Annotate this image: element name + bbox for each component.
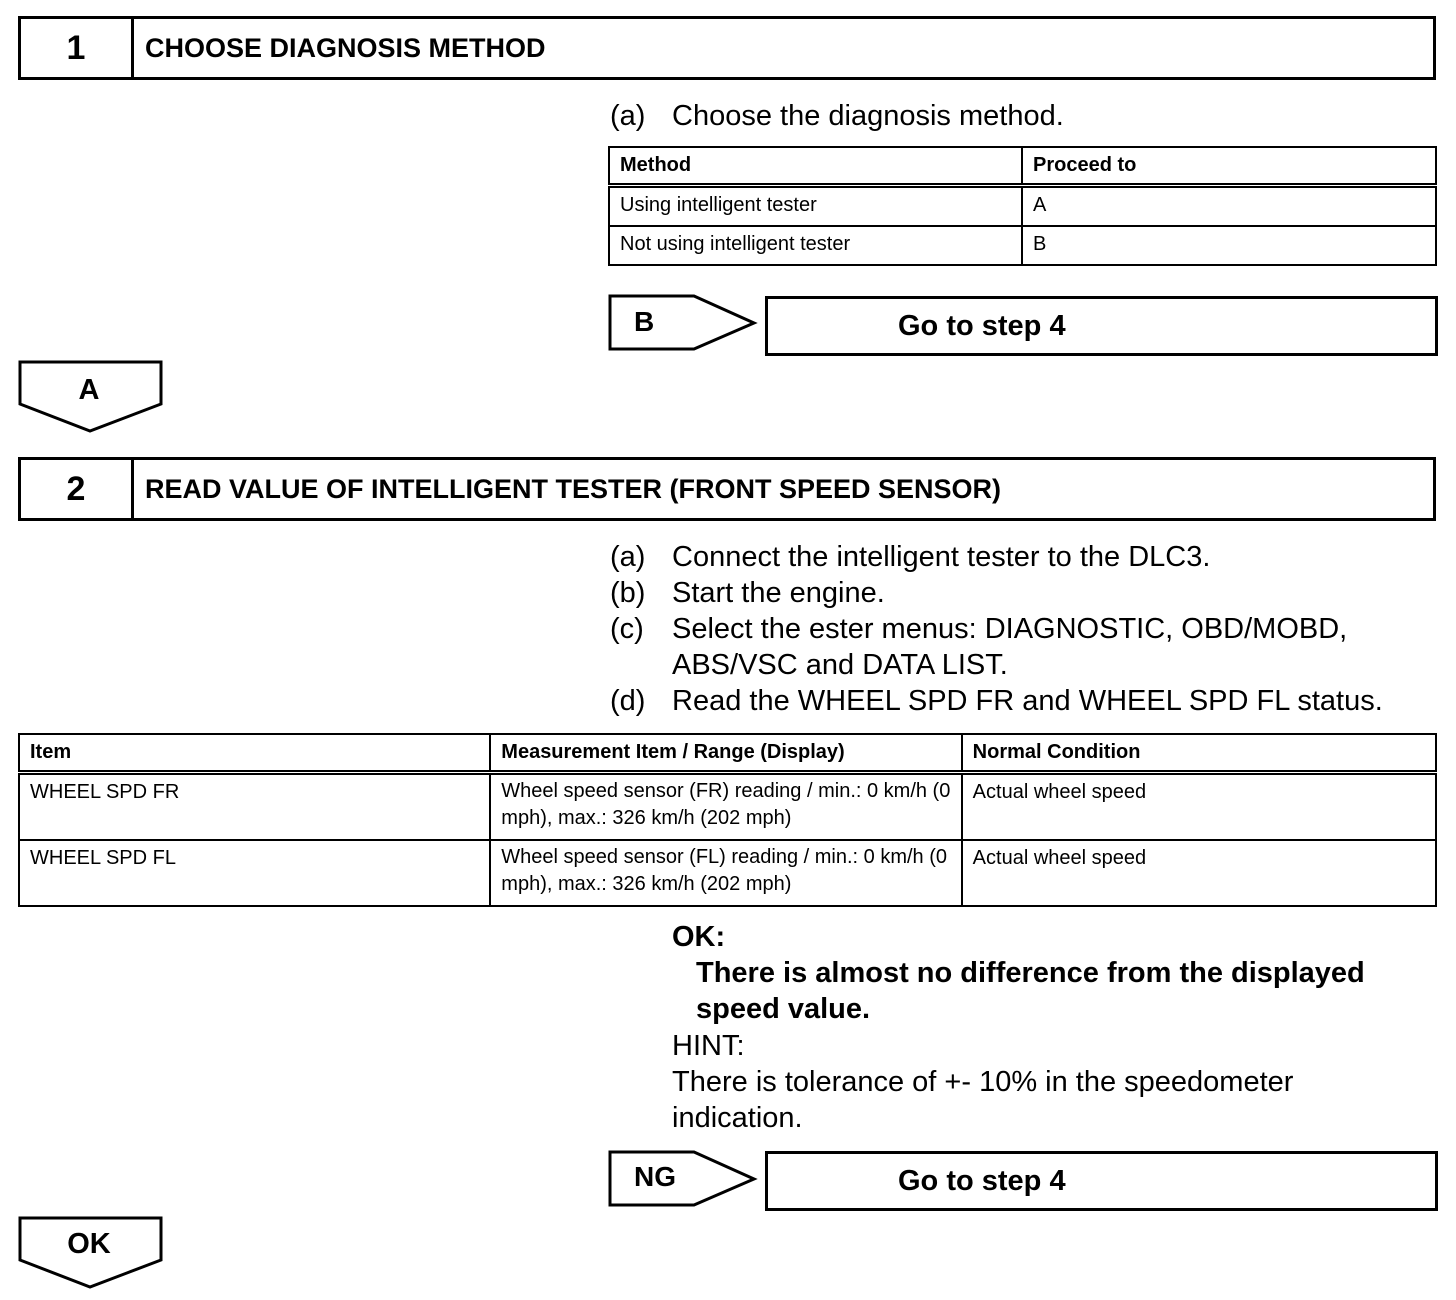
column-header-normal-condition: Normal Condition — [962, 734, 1436, 773]
branch-ng-arrow-icon — [608, 1150, 758, 1208]
table-row — [19, 840, 1436, 906]
continue-a-label: A — [78, 374, 100, 406]
ok-criteria-text: There is almost no difference from the displayed speed value. — [696, 957, 1365, 1025]
column-header-item: Item — [19, 734, 490, 773]
table-cell: Not using intelligent tester — [609, 226, 1022, 265]
step1-header — [18, 16, 1436, 80]
table-cell: Actual wheel speed — [962, 840, 1436, 906]
instruction-text: Choose the diagnosis method. — [672, 100, 1064, 132]
hint-text: There is tolerance of +- 10% in the speedometer indication. — [672, 1066, 1294, 1134]
column-header-measurement: Measurement Item / Range (Display) — [490, 734, 961, 773]
instruction-text: Connect the intelligent tester to the DLC3. — [672, 541, 1211, 573]
step2-instruction-a — [610, 539, 1450, 575]
branch-b-label: B — [634, 306, 655, 337]
goto-step-4-box — [765, 1151, 1438, 1211]
step2-header — [18, 457, 1436, 521]
column-header-proceed-to: Proceed to — [1022, 147, 1436, 186]
ok-heading: OK: — [672, 921, 726, 953]
instruction-label: (a) — [610, 541, 646, 573]
table-header-row — [19, 734, 1436, 773]
table-cell: B — [1022, 226, 1436, 265]
data-list-table — [18, 733, 1437, 907]
table-cell: A — [1022, 186, 1436, 227]
instruction-label: (a) — [610, 100, 646, 132]
table-cell: Wheel speed sensor (FL) reading / min.: 0 km/h (0 mph), max.: 326 km/h (202 mph) — [490, 840, 961, 906]
instruction-text: Read the WHEEL SPD FR and WHEEL SPD FL status. — [672, 685, 1383, 717]
instruction-label: (c) — [610, 613, 644, 645]
column-header-method: Method — [609, 147, 1022, 186]
table-cell: Using intelligent tester — [609, 186, 1022, 227]
table-cell: Actual wheel speed — [962, 773, 1436, 841]
step2-title: READ VALUE OF INTELLIGENT TESTER (FRONT SPEED SENSOR) — [145, 473, 1002, 504]
branch-b-arrow-icon — [608, 294, 758, 352]
table-cell: WHEEL SPD FR — [19, 773, 490, 841]
instruction-label: (b) — [610, 577, 646, 609]
table-row — [19, 773, 1436, 841]
step2-number: 2 — [21, 460, 134, 518]
branch-ng-label: NG — [634, 1161, 676, 1192]
step1-number: 1 — [21, 19, 134, 77]
step2-instruction-c — [610, 611, 1450, 683]
step2-instruction-b — [610, 575, 1450, 611]
instruction-label: (d) — [610, 685, 646, 717]
goto-step-4-text: Go to step 4 — [898, 1164, 1066, 1197]
table-row — [609, 186, 1436, 227]
table-row — [609, 226, 1436, 265]
instruction-text: Select the ester menus: DIAGNOSTIC, OBD/MOBD, ABS/VSC and DATA LIST. — [672, 613, 1348, 681]
instruction-text: Start the engine. — [672, 577, 885, 609]
table-cell: WHEEL SPD FL — [19, 840, 490, 906]
table-cell: Wheel speed sensor (FR) reading / min.: 0 km/h (0 mph), max.: 326 km/h (202 mph) — [490, 773, 961, 841]
hint-heading: HINT: — [672, 1030, 745, 1062]
goto-step-4-box — [765, 296, 1438, 356]
method-table — [608, 146, 1437, 266]
goto-step-4-text: Go to step 4 — [898, 309, 1066, 342]
continue-ok-label: OK — [67, 1228, 111, 1260]
step1-instruction-a — [610, 98, 1450, 134]
table-header-row — [609, 147, 1436, 186]
step2-instruction-d — [610, 683, 1450, 719]
step1-title: CHOOSE DIAGNOSIS METHOD — [145, 32, 546, 63]
